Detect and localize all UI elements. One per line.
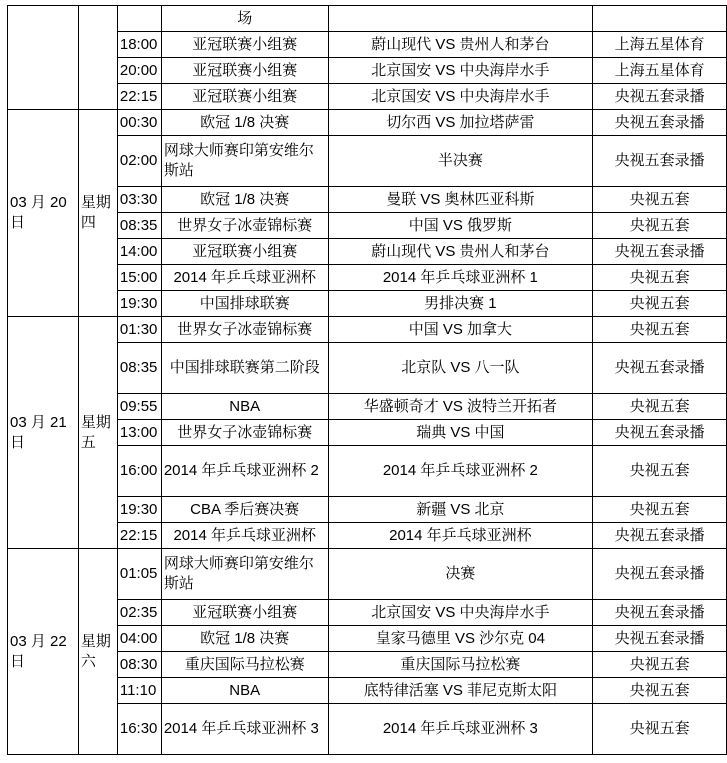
match-cell: 2014 年乒乓球亚洲杯 1 — [328, 265, 593, 291]
time-cell: 15:00 — [117, 265, 161, 291]
channel-cell — [593, 6, 727, 32]
event-cell: 2014 年乒乓球亚洲杯 3 — [161, 704, 328, 755]
time-cell: 01:05 — [117, 549, 161, 600]
event-cell: NBA — [161, 678, 328, 704]
table-row — [8, 549, 727, 600]
channel-cell: 央视五套录播 — [593, 136, 727, 187]
event-cell: 亚冠联赛小组赛 — [161, 58, 328, 84]
event-cell: 欧冠 1/8 决赛 — [161, 626, 328, 652]
time-cell: 16:30 — [117, 704, 161, 755]
event-cell: 2014 年乒乓球亚洲杯 2 — [161, 446, 328, 497]
channel-cell: 央视五套录播 — [593, 523, 727, 549]
channel-cell: 央视五套录播 — [593, 110, 727, 136]
match-cell: 蔚山现代 VS 贵州人和茅台 — [328, 32, 593, 58]
time-cell — [117, 6, 161, 32]
match-cell: 男排决赛 1 — [328, 291, 593, 317]
channel-cell: 上海五星体育 — [593, 58, 727, 84]
match-cell: 中国 VS 俄罗斯 — [328, 213, 593, 239]
weekday-cell: 星期六 — [78, 549, 117, 755]
channel-cell: 央视五套录播 — [593, 84, 727, 110]
event-cell: 中国排球联赛第二阶段 — [161, 343, 328, 394]
match-cell: 半决赛 — [328, 136, 593, 187]
time-cell: 19:30 — [117, 291, 161, 317]
channel-cell: 央视五套 — [593, 652, 727, 678]
match-cell: 中国 VS 加拿大 — [328, 317, 593, 343]
match-cell: 重庆国际马拉松赛 — [328, 652, 593, 678]
match-cell: 2014 年乒乓球亚洲杯 2 — [328, 446, 593, 497]
event-cell: 网球大师赛印第安维尔斯站 — [161, 136, 328, 187]
match-cell: 北京国安 VS 中央海岸水手 — [328, 58, 593, 84]
weekday-cell: 星期四 — [78, 110, 117, 317]
channel-cell: 央视五套 — [593, 213, 727, 239]
time-cell: 16:00 — [117, 446, 161, 497]
time-cell: 13:00 — [117, 420, 161, 446]
channel-cell: 央视五套 — [593, 265, 727, 291]
event-cell: 欧冠 1/8 决赛 — [161, 187, 328, 213]
channel-cell: 央视五套录播 — [593, 420, 727, 446]
event-cell: 世界女子冰壶锦标赛 — [161, 213, 328, 239]
time-cell: 14:00 — [117, 239, 161, 265]
date-cell: 03 月 21 日 — [8, 317, 79, 549]
match-cell: 蔚山现代 VS 贵州人和茅台 — [328, 239, 593, 265]
channel-cell: 央视五套录播 — [593, 343, 727, 394]
event-cell: 世界女子冰壶锦标赛 — [161, 317, 328, 343]
time-cell: 19:30 — [117, 497, 161, 523]
time-cell: 02:00 — [117, 136, 161, 187]
event-cell: CBA 季后赛决赛 — [161, 497, 328, 523]
date-cell: 03 月 20 日 — [8, 110, 79, 317]
time-cell: 20:00 — [117, 58, 161, 84]
time-cell: 08:35 — [117, 213, 161, 239]
match-cell: 底特律活塞 VS 菲尼克斯太阳 — [328, 678, 593, 704]
date-cell — [8, 6, 79, 110]
event-cell: 亚冠联赛小组赛 — [161, 32, 328, 58]
channel-cell: 央视五套 — [593, 317, 727, 343]
match-cell: 曼联 VS 奥林匹亚科斯 — [328, 187, 593, 213]
event-cell: 2014 年乒乓球亚洲杯 — [161, 265, 328, 291]
match-cell: 2014 年乒乓球亚洲杯 3 — [328, 704, 593, 755]
table-row — [8, 110, 727, 136]
schedule-table — [7, 5, 727, 755]
match-cell — [328, 6, 593, 32]
event-cell: 重庆国际马拉松赛 — [161, 652, 328, 678]
time-cell: 03:30 — [117, 187, 161, 213]
weekday-cell: 星期五 — [78, 317, 117, 549]
event-cell: 网球大师赛印第安维尔斯站 — [161, 549, 328, 600]
match-cell: 决赛 — [328, 549, 593, 600]
weekday-cell — [78, 6, 117, 110]
channel-cell: 央视五套 — [593, 291, 727, 317]
match-cell: 北京国安 VS 中央海岸水手 — [328, 600, 593, 626]
event-cell: 欧冠 1/8 决赛 — [161, 110, 328, 136]
match-cell: 北京国安 VS 中央海岸水手 — [328, 84, 593, 110]
channel-cell: 央视五套录播 — [593, 626, 727, 652]
event-cell: NBA — [161, 394, 328, 420]
channel-cell: 上海五星体育 — [593, 32, 727, 58]
event-cell: 2014 年乒乓球亚洲杯 — [161, 523, 328, 549]
channel-cell: 央视五套 — [593, 394, 727, 420]
channel-cell: 央视五套录播 — [593, 239, 727, 265]
time-cell: 02:35 — [117, 600, 161, 626]
channel-cell: 央视五套 — [593, 678, 727, 704]
event-cell: 亚冠联赛小组赛 — [161, 600, 328, 626]
match-cell: 北京队 VS 八一队 — [328, 343, 593, 394]
match-cell: 2014 年乒乓球亚洲杯 — [328, 523, 593, 549]
match-cell: 华盛顿奇才 VS 波特兰开拓者 — [328, 394, 593, 420]
time-cell: 22:15 — [117, 84, 161, 110]
match-cell: 切尔西 VS 加拉塔萨雷 — [328, 110, 593, 136]
time-cell: 08:35 — [117, 343, 161, 394]
date-cell: 03 月 22 日 — [8, 549, 79, 755]
match-cell: 新疆 VS 北京 — [328, 497, 593, 523]
time-cell: 00:30 — [117, 110, 161, 136]
time-cell: 11:10 — [117, 678, 161, 704]
event-cell: 中国排球联赛 — [161, 291, 328, 317]
channel-cell: 央视五套 — [593, 704, 727, 755]
time-cell: 18:00 — [117, 32, 161, 58]
event-cell: 亚冠联赛小组赛 — [161, 239, 328, 265]
channel-cell: 央视五套录播 — [593, 549, 727, 600]
channel-cell: 央视五套 — [593, 187, 727, 213]
event-cell: 世界女子冰壶锦标赛 — [161, 420, 328, 446]
time-cell: 04:00 — [117, 626, 161, 652]
channel-cell: 央视五套录播 — [593, 600, 727, 626]
channel-cell: 央视五套 — [593, 446, 727, 497]
time-cell: 08:30 — [117, 652, 161, 678]
channel-cell: 央视五套 — [593, 497, 727, 523]
time-cell: 09:55 — [117, 394, 161, 420]
time-cell: 01:30 — [117, 317, 161, 343]
event-cell: 场 — [161, 6, 328, 32]
time-cell: 22:15 — [117, 523, 161, 549]
table-row — [8, 6, 727, 32]
event-cell: 亚冠联赛小组赛 — [161, 84, 328, 110]
match-cell: 瑞典 VS 中国 — [328, 420, 593, 446]
table-row — [8, 317, 727, 343]
match-cell: 皇家马德里 VS 沙尔克 04 — [328, 626, 593, 652]
